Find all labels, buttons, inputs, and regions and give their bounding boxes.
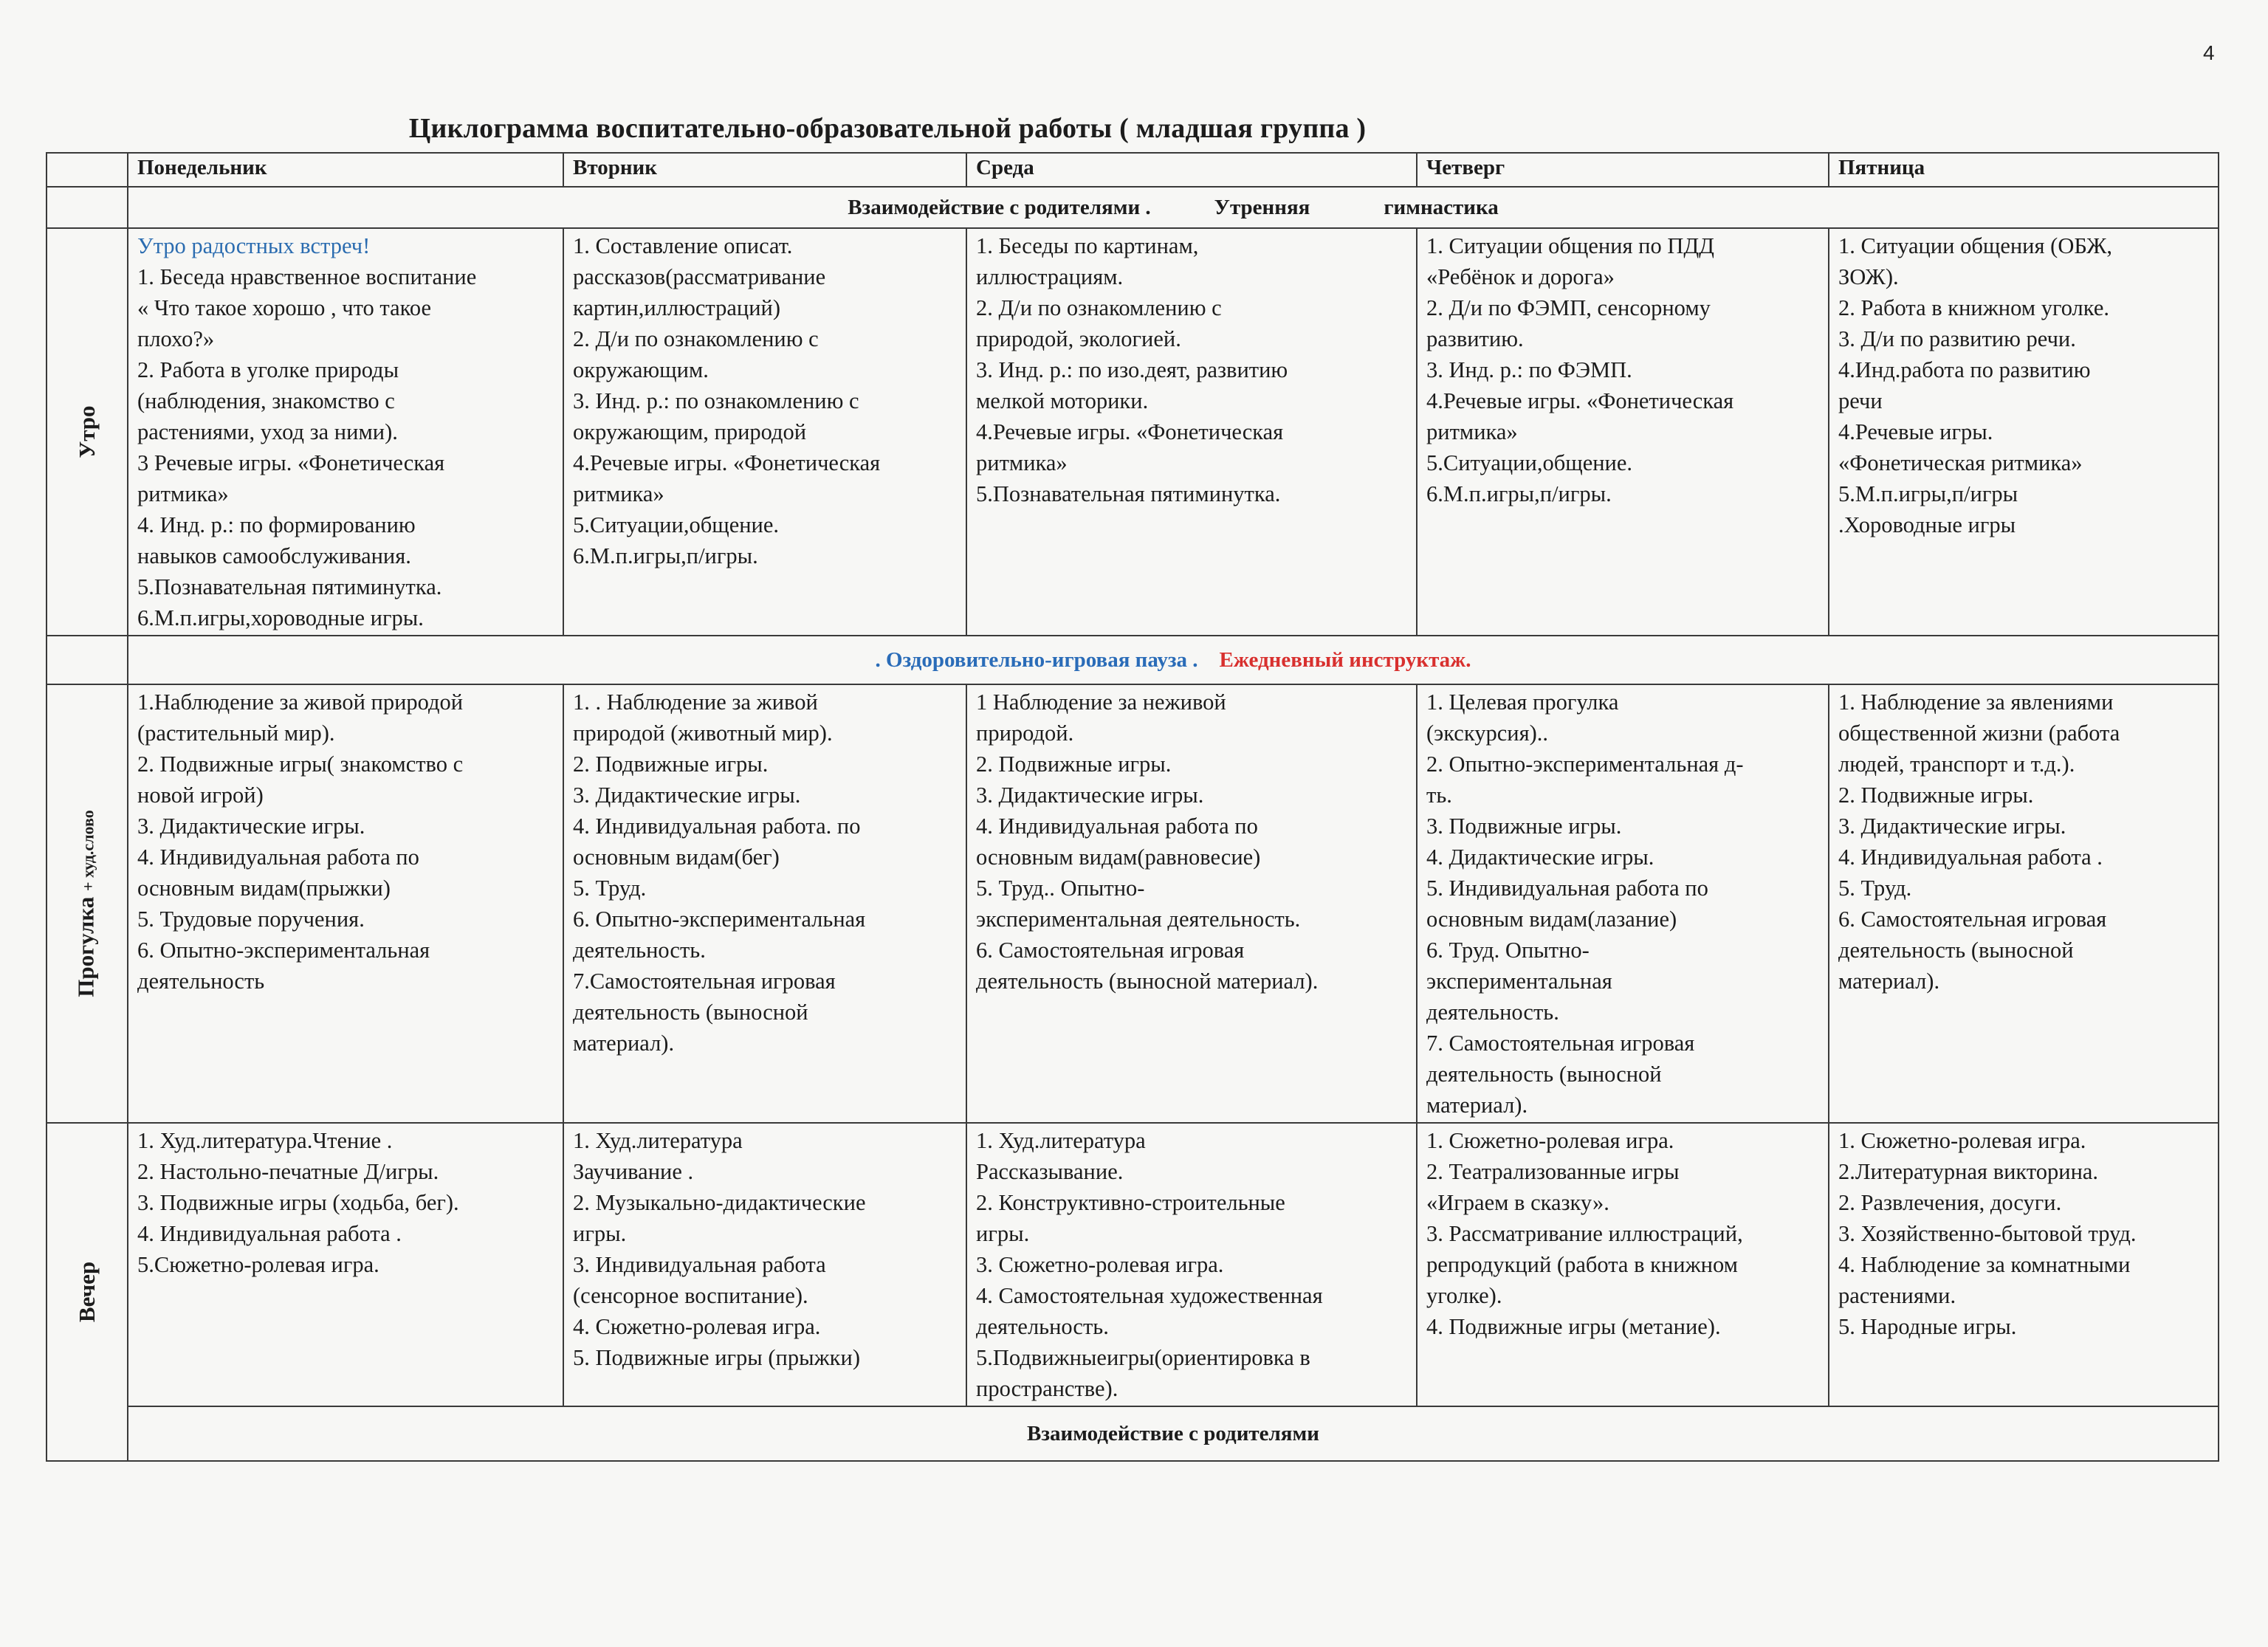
page-title: Циклограмма воспитательно-образовательной работы ( младшая группа ): [408, 113, 1367, 144]
cell-line: 2. Настольно-печатные Д/игры.: [137, 1159, 439, 1184]
cell-line: 1. Худ.литература: [976, 1128, 1146, 1153]
cell-line: 2. Работа в книжном уголке.: [1838, 295, 2109, 320]
cell-line: 4. Сюжетно-ролевая игра.: [573, 1314, 821, 1339]
cell-line: 2. Подвижные игры( знакомство с: [137, 752, 464, 777]
cell-line: деятельность.: [573, 938, 706, 963]
cell-line: 3. Дидактические игры.: [976, 783, 1204, 808]
cell-line: 4.Речевые игры.: [1838, 419, 1993, 444]
cell-line: 5.Сюжетно-ролевая игра.: [137, 1252, 379, 1277]
section-row-morning: [47, 228, 2219, 636]
day-header: Понедельник: [128, 153, 563, 187]
cell-line: 6. Труд. Опытно-: [1426, 938, 1590, 963]
cell-line: 2. Д/и по ФЭМП, сенсорному: [1426, 295, 1711, 320]
cell-line: 4.Речевые игры. «Фонетическая: [1426, 388, 1734, 413]
schedule-cell: [563, 1123, 966, 1406]
cell-line: развитию.: [1426, 326, 1524, 351]
schedule-cell: [563, 228, 966, 636]
header-row: [47, 153, 2219, 187]
cell-line: 1. Худ.литература.Чтение .: [137, 1128, 393, 1153]
cell-line: .Хороводные игры: [1838, 512, 2016, 537]
cell-line: материал).: [1426, 1093, 1528, 1118]
cell-line: природой, экологией.: [976, 326, 1181, 351]
cell-line: 2. Театрализованные игры: [1426, 1159, 1680, 1184]
day-header: Пятница: [1829, 153, 2219, 187]
cell-line: 5.Ситуации,общение.: [1426, 450, 1633, 475]
page-number: 4: [2203, 41, 2215, 64]
empty-label-cell: [47, 187, 128, 228]
cell-line: 1.Наблюдение за живой природой: [137, 690, 464, 715]
cell-line: 5. Труд.: [573, 876, 647, 901]
cell-line: деятельность (выносной: [573, 1000, 808, 1025]
cell-line: 5. Подвижные игры (прыжки): [573, 1345, 860, 1370]
cell-line: 4. Наблюдение за комнатными: [1838, 1252, 2131, 1277]
cell-line: 1. Сюжетно-ролевая игра.: [1838, 1128, 2086, 1153]
cell-line: картин,иллюстраций): [573, 295, 781, 320]
cell-line: природой.: [976, 721, 1074, 746]
cell-line: деятельность.: [1426, 1000, 1559, 1025]
cell-line: (экскурсия)..: [1426, 721, 1549, 746]
cell-line: 5. Народные игры.: [1838, 1314, 2017, 1339]
cell-line: 2. Работа в уголке природы: [137, 357, 399, 382]
schedule-cell: [1829, 228, 2219, 636]
cell-line: 3. Индивидуальная работа: [573, 1252, 826, 1277]
cell-line: игры.: [976, 1221, 1030, 1246]
daily-briefing-text: Ежедневный инструктаж.: [1219, 648, 1471, 672]
cell-line: 5. Труд.. Опытно-: [976, 876, 1145, 901]
cell-line: материал).: [573, 1031, 675, 1056]
cell-line: основным видам(лазание): [1426, 907, 1677, 932]
schedule-cell: [128, 228, 563, 636]
parents-cell: [128, 1406, 2219, 1461]
cell-line: основным видам(прыжки): [137, 876, 391, 901]
day-header: Четверг: [1417, 153, 1829, 187]
cell-line: 2.Литературная викторина.: [1838, 1159, 2099, 1184]
cell-line: 4. Инд. р.: по формированию: [137, 512, 416, 537]
schedule-cell: [966, 1123, 1417, 1406]
cell-line: 3. Дидактические игры.: [573, 783, 801, 808]
corner-cell: [47, 153, 128, 187]
cell-line: 4. Индивидуальная работа по: [976, 814, 1258, 839]
schedule-cell: [1417, 684, 1829, 1123]
parents-gymnastics-row: [47, 187, 2219, 228]
parents-interaction-text: Взаимодействие с родителями .: [848, 196, 1151, 219]
cell-line: 4.Речевые игры. «Фонетическая: [976, 419, 1284, 444]
cell-line: ритмика»: [1426, 419, 1518, 444]
cell-line: 3. Д/и по развитию речи.: [1838, 326, 2076, 351]
section-label-cell: [47, 1123, 128, 1461]
section-row-walk: [47, 684, 2219, 1123]
cell-line: Рассказывание.: [976, 1159, 1124, 1184]
cell-line: «Ребёнок и дорога»: [1426, 264, 1615, 289]
cell-line: навыков самообслуживания.: [137, 543, 411, 568]
cell-line: 3. Подвижные игры (ходьба, бег).: [137, 1190, 459, 1215]
cell-line: 4. Индивидуальная работа .: [137, 1221, 402, 1246]
cell-line: 1. Беседа нравственное воспитание: [137, 264, 477, 289]
cell-line: 1. Ситуации общения по ПДД: [1426, 233, 1714, 258]
cell-line: ЗОЖ).: [1838, 264, 1899, 289]
cell-line: речи: [1838, 388, 1883, 413]
section-label-small: + худ.слово: [78, 810, 97, 892]
cell-line: 3. Инд. р.: по ФЭМП.: [1426, 357, 1632, 382]
cell-line: 3. Инд. р.: по ознакомлению с: [573, 388, 859, 413]
gymnastics-text: гимнастика: [1384, 196, 1499, 219]
cell-line: рассказов(рассматривание: [573, 264, 826, 289]
schedule-cell: [1829, 1123, 2219, 1406]
schedule-cell: [1829, 684, 2219, 1123]
cell-line: 1. . Наблюдение за живой: [573, 690, 818, 715]
cell-line: 5.Познавательная пятиминутка.: [137, 574, 442, 599]
parents-interaction-text: Взаимодействие с родителями: [1027, 1422, 1319, 1445]
cell-line: 3 Речевые игры. «Фонетическая: [137, 450, 445, 475]
cell-line: 3. Рассматривание иллюстраций,: [1426, 1221, 1743, 1246]
cell-line: 4. Подвижные игры (метание).: [1426, 1314, 1721, 1339]
cell-line: окружающим, природой: [573, 419, 807, 444]
cell-line: деятельность (выносной: [1838, 938, 2074, 963]
cell-line: 2. Музыкально-дидактические: [573, 1190, 866, 1215]
cell-line: 6. Опытно-экспериментальная: [137, 938, 430, 963]
cell-line: ритмика»: [573, 481, 664, 506]
cell-line: новой игрой): [137, 783, 264, 808]
cell-line: деятельность: [137, 969, 265, 994]
cell-line: 2. Опытно-экспериментальная д-: [1426, 752, 1744, 777]
section-row-evening: [47, 1123, 2219, 1406]
cell-line: основным видам(бег): [573, 845, 780, 870]
cell-line: 4. Индивидуальная работа .: [1838, 845, 2103, 870]
cell-line: (наблюдения, знакомство с: [137, 388, 395, 413]
schedule-cell: [966, 684, 1417, 1123]
cell-line: 2. Конструктивно-строительные: [976, 1190, 1285, 1215]
cell-line: 1 Наблюдение за неживой: [976, 690, 1226, 715]
cell-line: 4.Инд.работа по развитию: [1838, 357, 2091, 382]
cell-line: 3. Подвижные игры.: [1426, 814, 1622, 839]
cell-line: 6.М.п.игры,хороводные игры.: [137, 605, 424, 630]
cell-line: ть.: [1426, 783, 1452, 808]
section-label: Вечер: [74, 1261, 100, 1323]
cell-line: основным видам(равновесие): [976, 845, 1261, 870]
cell-line: материал).: [1838, 969, 1940, 994]
cell-line: ритмика»: [137, 481, 229, 506]
cell-line: 5.Познавательная пятиминутка.: [976, 481, 1281, 506]
cell-line: 3. Сюжетно-ролевая игра.: [976, 1252, 1224, 1277]
cell-line: 6.М.п.игры,п/игры.: [573, 543, 758, 568]
cell-line: мелкой моторики.: [976, 388, 1149, 413]
cell-line: 3. Дидактические игры.: [137, 814, 365, 839]
cell-line: деятельность.: [976, 1314, 1109, 1339]
cell-line: репродукций (работа в книжном: [1426, 1252, 1738, 1277]
cell-line: 5. Труд.: [1838, 876, 1912, 901]
cell-line: 5.Ситуации,общение.: [573, 512, 780, 537]
cell-line: 6. Самостоятельная игровая: [976, 938, 1245, 963]
cell-line: 5.М.п.игры,п/игры: [1838, 481, 2018, 506]
section-label: Утро: [74, 405, 100, 458]
cell-line: 1. Целевая прогулка: [1426, 690, 1619, 715]
cell-line: 3. Хозяйственно-бытовой труд.: [1838, 1221, 2137, 1246]
schedule-cell: [1417, 228, 1829, 636]
cell-line: деятельность (выносной: [1426, 1062, 1662, 1087]
cell-lead-line: Утро радостных встреч!: [137, 233, 371, 258]
cell-line: 2. Развлечения, досуги.: [1838, 1190, 2062, 1215]
pause-prefix: .: [875, 648, 881, 672]
cell-line: 4. Самостоятельная художественная: [976, 1283, 1323, 1308]
day-header: Вторник: [563, 153, 966, 187]
cell-line: иллюстрациям.: [976, 264, 1124, 289]
cell-line: 2. Подвижные игры.: [573, 752, 769, 777]
cell-line: «Фонетическая ритмика»: [1838, 450, 2083, 475]
cell-line: 4. Дидактические игры.: [1426, 845, 1654, 870]
cell-line: 1. Составление описат.: [573, 233, 793, 258]
section-label: Прогулка + худ.слово: [72, 810, 99, 997]
cell-line: 4.Речевые игры. «Фонетическая: [573, 450, 881, 475]
cell-line: 2. Д/и по ознакомлению с: [976, 295, 1222, 320]
cell-line: экспериментальная деятельность.: [976, 907, 1301, 932]
cell-line: 1. Наблюдение за явлениями: [1838, 690, 2114, 715]
schedule-cell: [563, 684, 966, 1123]
cell-line: 1. Худ.литература: [573, 1128, 743, 1153]
cell-line: 2. Подвижные игры.: [976, 752, 1172, 777]
cell-line: 4. Индивидуальная работа. по: [573, 814, 861, 839]
cell-line: растениями, уход за ними).: [137, 419, 398, 444]
cell-line: 6. Опытно-экспериментальная: [573, 907, 866, 932]
section-label-cell: [47, 228, 128, 636]
cell-line: 6.М.п.игры,п/игры.: [1426, 481, 1612, 506]
parents-row: [47, 1406, 2219, 1461]
pause-cell: [128, 636, 2219, 684]
cell-line: 3. Дидактические игры.: [1838, 814, 2066, 839]
cell-line: 1. Беседы по картинам,: [976, 233, 1199, 258]
cell-line: 5.Подвижныеигры(ориентировка в: [976, 1345, 1310, 1370]
cell-line: 1. Ситуации общения (ОБЖ,: [1838, 233, 2113, 258]
day-header: Среда: [966, 153, 1417, 187]
cell-line: окружающим.: [573, 357, 709, 382]
cell-line: игры.: [573, 1221, 627, 1246]
cell-line: «Играем в сказку».: [1426, 1190, 1609, 1215]
cell-line: уголке).: [1426, 1283, 1502, 1308]
cell-line: природой (животный мир).: [573, 721, 833, 746]
cell-line: « Что такое хорошо , что такое: [137, 295, 432, 320]
section-label-cell: [47, 684, 128, 1123]
cell-line: плохо?»: [137, 326, 215, 351]
cell-line: ритмика»: [976, 450, 1068, 475]
cell-line: 5. Трудовые поручения.: [137, 907, 365, 932]
cell-line: 7. Самостоятельная игровая: [1426, 1031, 1695, 1056]
pause-row: [47, 636, 2219, 684]
cell-line: 2. Д/и по ознакомлению с: [573, 326, 819, 351]
health-pause-text: Оздоровительно-игровая пауза .: [886, 648, 1198, 672]
cell-line: (сенсорное воспитание).: [573, 1283, 808, 1308]
cell-line: 1. Сюжетно-ролевая игра.: [1426, 1128, 1674, 1153]
schedule-cell: [966, 228, 1417, 636]
cell-line: экспериментальная: [1426, 969, 1612, 994]
cell-line: 5. Индивидуальная работа по: [1426, 876, 1708, 901]
schedule-cell: [128, 684, 563, 1123]
cell-line: 3. Инд. р.: по изо.деят, развитию: [976, 357, 1288, 382]
schedule-cell: [128, 1123, 563, 1406]
cyclogram-table: [46, 152, 2219, 1462]
cell-line: людей, транспорт и т.д.).: [1838, 752, 2075, 777]
morning-text: Утренняя: [1214, 196, 1310, 219]
parents-gymnastics-cell: [128, 187, 2219, 228]
cell-line: пространстве).: [976, 1376, 1118, 1401]
cell-line: общественной жизни (работа: [1838, 721, 2120, 746]
empty-label-cell: [47, 636, 128, 684]
cell-line: растениями.: [1838, 1283, 1956, 1308]
schedule-cell: [1417, 1123, 1829, 1406]
cell-line: 7.Самостоятельная игровая: [573, 969, 836, 994]
cell-line: 2. Подвижные игры.: [1838, 783, 2034, 808]
cell-line: (растительный мир).: [137, 721, 335, 746]
cell-line: 6. Самостоятельная игровая: [1838, 907, 2107, 932]
cell-line: деятельность (выносной материал).: [976, 969, 1319, 994]
cell-line: 4. Индивидуальная работа по: [137, 845, 419, 870]
cell-line: Заучивание .: [573, 1159, 694, 1184]
